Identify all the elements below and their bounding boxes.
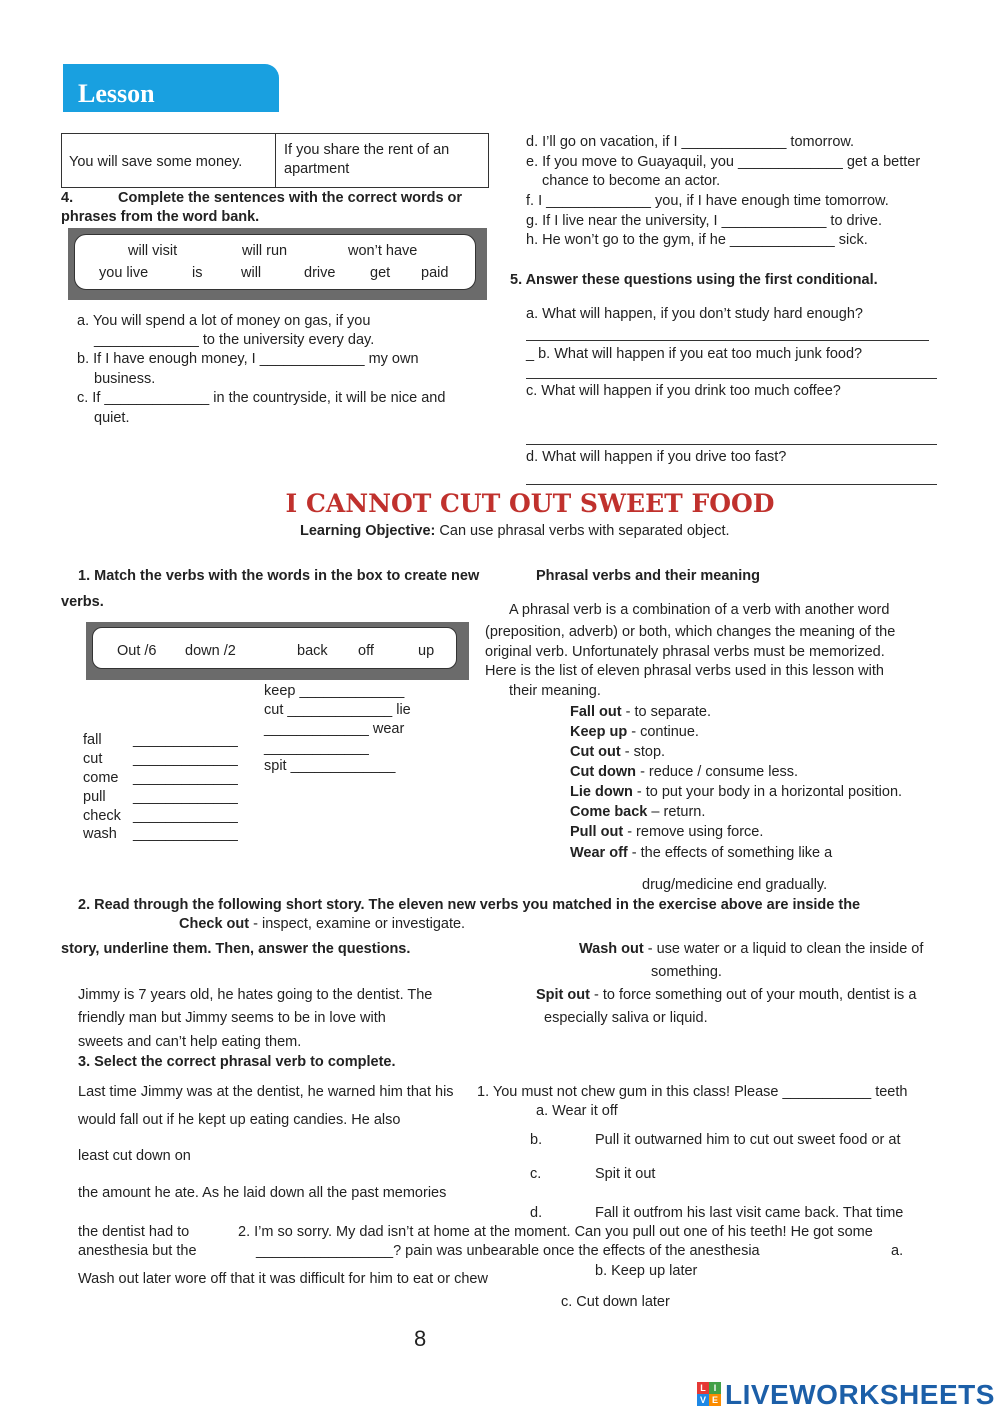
definition: Lie down - to put your body in a horizontal position. — [570, 784, 903, 800]
table-cell-line: If you share the rent of an — [284, 142, 450, 158]
table-cell-line: apartment — [284, 161, 350, 177]
word-bank-item: paid — [421, 265, 449, 281]
definition: Cut out - stop. — [570, 744, 666, 760]
definition: Spit out - to force something out of your mouth, dentist is a — [536, 987, 917, 1003]
learning-objective — [300, 522, 730, 540]
ex3-option[interactable]: Fall it outfrom his last visit came back. That time — [595, 1205, 904, 1221]
answer-line[interactable] — [526, 484, 937, 485]
word-bank-item: is — [192, 265, 203, 281]
ex2-heading-line2: story, underline them. Then, answer the questions. — [61, 941, 411, 957]
ex4-item-a: a. You will spend a lot of money on gas, if you — [77, 313, 371, 329]
story-line: Last time Jimmy was at the dentist, he warned him that his — [78, 1084, 454, 1100]
ex3-option[interactable]: Spit it out — [595, 1166, 656, 1182]
ex1-heading-line2: verbs. — [61, 594, 104, 610]
match-blank[interactable]: _____________ — [133, 808, 238, 824]
ex4-item-b: b. If I have enough money, I _____________ my own — [77, 351, 419, 367]
word-bank-item: won’t have — [348, 243, 418, 259]
match-row[interactable]: keep _____________ — [264, 683, 405, 699]
ex3-question-1: 1. You must not chew gum in this class! Please ___________ teeth — [477, 1084, 908, 1100]
match-row[interactable]: _____________ wear — [264, 721, 405, 737]
match-row[interactable]: cut _____________ lie — [264, 702, 411, 718]
story-line: sweets and can’t help eating them. — [78, 1034, 302, 1050]
word-bank-item: you live — [99, 265, 149, 281]
table-cell-condition — [284, 141, 449, 179]
particle-item: Out /6 — [117, 643, 157, 659]
word-bank-item: will visit — [128, 243, 178, 259]
ex4-item-f: f. I _____________ you, if I have enough time tomorrow. — [526, 193, 889, 209]
definition-cont: something. — [651, 964, 722, 980]
story-line: the dentist had to — [78, 1224, 190, 1240]
table-cell-text: You will save some money. — [69, 154, 243, 170]
word-bank-item: drive — [304, 265, 336, 281]
answer-line[interactable] — [526, 444, 937, 445]
ex5-heading: 5. Answer these questions using the first conditional. — [510, 272, 878, 288]
definition: Pull out - remove using force. — [570, 824, 764, 840]
logo-letter: L — [697, 1382, 709, 1394]
ex3-question-2: 2. I’m so sorry. My dad isn’t at home at the moment. Can you pull out one of his teeth! He got some — [238, 1224, 873, 1240]
objective-label: Learning Objective: — [300, 523, 436, 539]
match-verb: fall — [83, 732, 102, 748]
ex4-heading-line2: phrases from the word bank. — [61, 209, 260, 225]
ex2-heading-line1: 2. Read through the following short story. The eleven new verbs you matched in the exercise above are inside the — [78, 897, 861, 913]
match-blank[interactable]: _____________ — [133, 751, 238, 767]
particle-item: off — [358, 643, 374, 659]
answer-line[interactable] — [526, 378, 937, 379]
phrasal-intro: (preposition, adverb) or both, which changes the meaning of the — [485, 624, 896, 640]
story-line: the amount he ate. As he laid down all the past memories — [78, 1185, 447, 1201]
lesson-title: I CANNOT CUT OUT SWEET FOOD — [285, 489, 775, 518]
definition: Wash out - use water or a liquid to clean the inside of — [579, 941, 924, 957]
ex5-question-b: _ b. What will happen if you eat too much junk food? — [526, 346, 863, 362]
ex1-heading-line1: 1. Match the verbs with the words in the box to create new — [78, 568, 480, 584]
definition: Wear off - the effects of something like a — [570, 845, 833, 861]
conditional-table — [61, 133, 489, 188]
match-blank[interactable]: _____________ — [133, 826, 238, 842]
lesson-label: Lesson — [78, 79, 155, 108]
phrasal-heading: Phrasal verbs and their meaning — [536, 568, 761, 584]
definition: Keep up - continue. — [570, 724, 699, 740]
ex4-item-c-cont: quiet. — [94, 410, 130, 426]
ex4-item-e-cont: chance to become an actor. — [542, 173, 721, 189]
match-verb: cut — [83, 751, 103, 767]
definition: Check out - inspect, examine or investigate. — [179, 916, 466, 932]
match-verb: pull — [83, 789, 106, 805]
ex4-item-c: c. If _____________ in the countryside, it will be nice and — [77, 390, 446, 406]
objective-text: Can use phrasal verbs with separated object. — [435, 523, 730, 539]
story-line: Wash out later wore off that it was difficult for him to eat or chew — [78, 1271, 488, 1287]
phrasal-intro: their meaning. — [509, 683, 601, 699]
match-blank[interactable]: _____________ — [133, 770, 238, 786]
match-verb: come — [83, 770, 119, 786]
logo-letter: E — [709, 1394, 721, 1406]
match-row[interactable]: _____________ — [264, 740, 369, 756]
particle-item: back — [297, 643, 328, 659]
story-line: would fall out if he kept up eating candies. He also — [78, 1112, 401, 1128]
particle-item: up — [418, 643, 435, 659]
particle-item: down /2 — [185, 643, 236, 659]
match-blank[interactable]: _____________ — [133, 732, 238, 748]
ex3-option[interactable]: a. Wear it off — [536, 1103, 618, 1119]
ex4-heading-line1: Complete the sentences with the correct words or — [118, 190, 463, 206]
ex5-question-c: c. What will happen if you drink too much coffee? — [526, 383, 841, 399]
story-line: anesthesia but the — [78, 1243, 197, 1259]
match-verb: wash — [83, 826, 117, 842]
table-cell-result — [62, 134, 276, 187]
ex4-number: 4. — [61, 190, 74, 206]
ex4-item-b-cont: business. — [94, 371, 156, 387]
definition: Cut down - reduce / consume less. — [570, 764, 799, 780]
word-bank-item: get — [370, 265, 391, 281]
word-bank-item: will — [241, 265, 262, 281]
definition-cont: drug/medicine end gradually. — [642, 877, 828, 893]
ex4-item-h: h. He won’t go to the gym, if he _____________ sick. — [526, 232, 868, 248]
story-line: least cut down on — [78, 1148, 191, 1164]
definition-cont: especially saliva or liquid. — [544, 1010, 708, 1026]
ex5-question-d: d. What will happen if you drive too fast? — [526, 449, 787, 465]
ex3-heading: 3. Select the correct phrasal verb to complete. — [78, 1054, 396, 1070]
phrasal-intro: original verb. Unfortunately phrasal verbs must be memorized. — [485, 644, 885, 660]
ex5-question-a: a. What will happen, if you don’t study hard enough? — [526, 306, 863, 322]
answer-line[interactable] — [526, 340, 929, 341]
ex4-item-e: e. If you move to Guayaquil, you _____________ get a better — [526, 154, 921, 170]
ex3-option-label: b. — [530, 1132, 543, 1148]
ex4-item-d: d. I’ll go on vacation, if I _____________ tomorrow. — [526, 134, 855, 150]
ex3-option[interactable]: b. Keep up later — [595, 1263, 698, 1279]
definition: Come back – return. — [570, 804, 706, 820]
ex3-option-label: d. — [530, 1205, 543, 1221]
logo-icon — [697, 1382, 721, 1406]
ex4-item-a-cont: _____________ to the university every day. — [94, 332, 375, 348]
definition: Fall out - to separate. — [570, 704, 712, 720]
story-line: Jimmy is 7 years old, he hates going to the dentist. The — [78, 987, 433, 1003]
ex3-option[interactable]: Pull it outwarned him to cut out sweet food or at — [595, 1132, 901, 1148]
ex3-question-2-cont: _________________? pain was unbearable once the effects of the anesthesia — [256, 1243, 760, 1259]
ex3-option[interactable]: c. Cut down later — [561, 1294, 670, 1310]
ex3-option-label: c. — [530, 1166, 542, 1182]
match-blank[interactable]: _____________ — [133, 789, 238, 805]
ex4-item-g: g. If I live near the university, I _____________ to drive. — [526, 213, 883, 229]
logo-letter: I — [709, 1382, 721, 1394]
page-number: 8 — [414, 1326, 427, 1351]
match-verb: check — [83, 808, 121, 824]
phrasal-intro: A phrasal verb is a combination of a verb with another word — [509, 602, 890, 618]
ex3-option-label: a. — [891, 1243, 904, 1259]
logo-letter: V — [697, 1394, 709, 1406]
phrasal-intro: Here is the list of eleven phrasal verbs used in this lesson with — [485, 663, 884, 679]
brand-name: LIVEWORKSHEETS — [725, 1379, 995, 1410]
word-bank-item: will run — [242, 243, 288, 259]
story-line: friendly man but Jimmy seems to be in love with — [78, 1010, 386, 1026]
lesson-header-tab — [63, 64, 279, 112]
match-row[interactable]: spit _____________ — [264, 758, 396, 774]
